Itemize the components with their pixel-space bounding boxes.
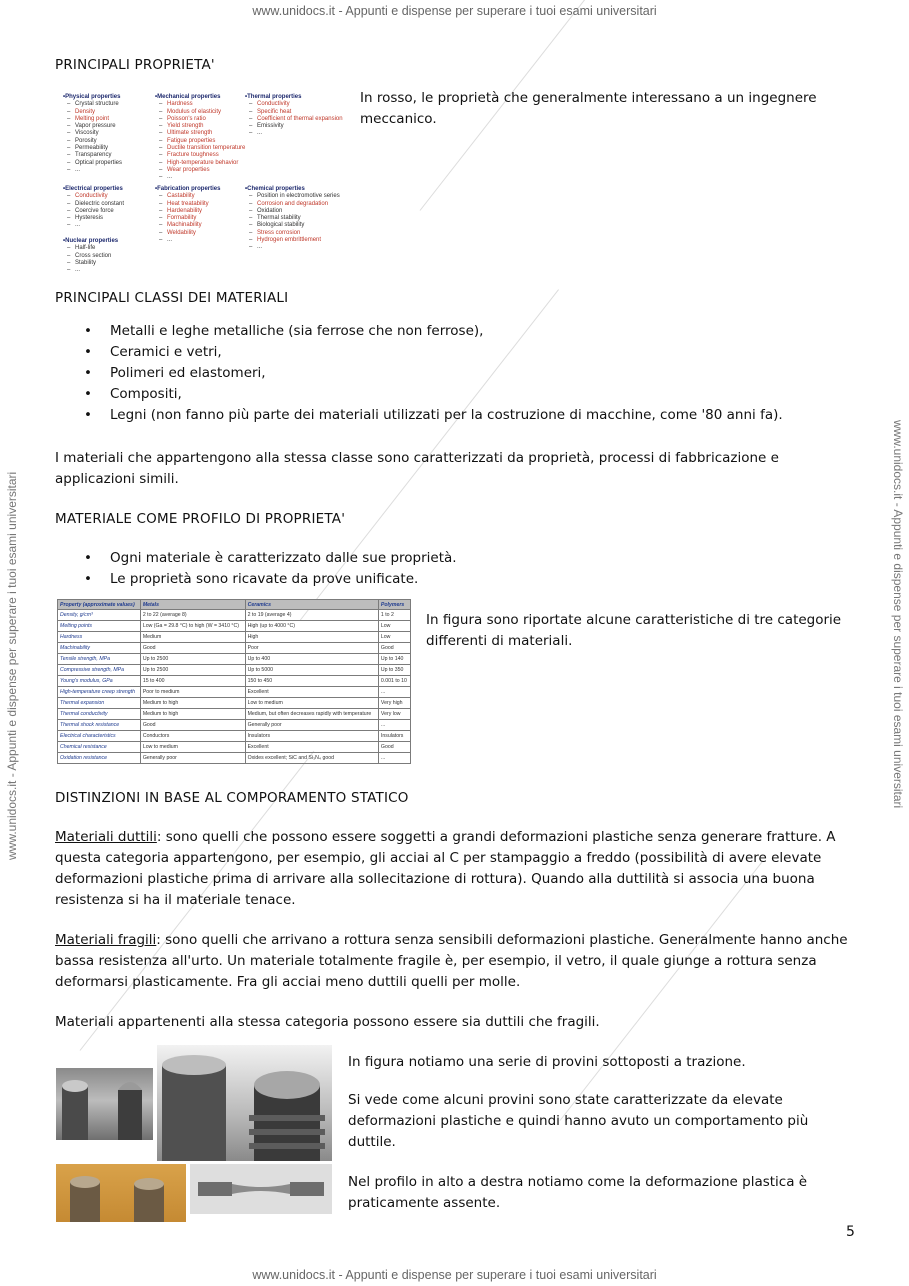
physical-properties-list xyxy=(63,94,122,174)
list-item: – Corrosion and degradation xyxy=(245,201,340,208)
list-item: – Melting point xyxy=(63,116,122,123)
list-item: – ... xyxy=(245,244,340,251)
list-item: • Metalli e leghe metalliche (sia ferrose che non ferrose), xyxy=(80,321,783,342)
list-item: – Position in electromotive series xyxy=(245,193,340,200)
table-row xyxy=(58,687,411,698)
table-cell: ... xyxy=(378,753,410,764)
list-item: • Ogni materiale è caratterizzato dalle sue proprietà. xyxy=(80,548,457,569)
table-row xyxy=(58,632,411,643)
list-item: – Ultimate strength xyxy=(155,130,245,137)
table-cell: Low to medium xyxy=(140,742,245,753)
list-item: – Dielectric constant xyxy=(63,201,124,208)
list-item: – ... xyxy=(245,130,343,137)
watermark-header: www.unidocs.it - Appunti e dispense per superare i tuoi esami universitari xyxy=(252,4,657,18)
list-item: – Ductile transition temperature xyxy=(155,145,245,152)
table-cell: Young's modulus, GPa xyxy=(58,676,141,687)
electrical-properties-list xyxy=(63,186,124,230)
table-cell: Medium xyxy=(140,632,245,643)
list-item: – Poisson's ratio xyxy=(155,116,245,123)
table-cell: Good xyxy=(140,720,245,731)
thermal-properties-list xyxy=(245,94,343,138)
fragile-paragraph xyxy=(55,930,855,993)
list-item: – Transparency xyxy=(63,152,122,159)
table-header-cell: Metals xyxy=(140,600,245,610)
photo-text-3: Nel profilo in alto a destra notiamo come la deformazione plastica è praticamente assente. xyxy=(348,1174,808,1211)
list-item: – ... xyxy=(63,267,118,274)
table-cell: High (up to 4000 °C) xyxy=(245,621,378,632)
table-cell: Oxides excellent; SiC and Si₃N₄ good xyxy=(245,753,378,764)
specimen-photo-2 xyxy=(157,1045,332,1161)
list-item: – Emissivity xyxy=(245,123,343,130)
specimen-graphic xyxy=(190,1164,332,1214)
table-row xyxy=(58,753,411,764)
list-item: – Coercive force xyxy=(63,208,124,215)
table-cell: Up to 2500 xyxy=(140,665,245,676)
table-row xyxy=(58,676,411,687)
list-item: – Permeability xyxy=(63,145,122,152)
list-item: – Formability xyxy=(155,215,220,222)
list-title: • Mechanical properties xyxy=(155,94,245,101)
list-item: – Biological stability xyxy=(245,222,340,229)
photo-text-1: In figura notiamo una serie di provini sottoposti a trazione. xyxy=(348,1054,746,1070)
list-item: – Oxidation xyxy=(245,208,340,215)
fabrication-properties-list xyxy=(155,186,220,244)
table-cell: Chemical resistance xyxy=(58,742,141,753)
table-row xyxy=(58,698,411,709)
table-cell: 1 to 2 xyxy=(378,610,410,621)
table-row xyxy=(58,731,411,742)
list-item: • Ceramici e vetri, xyxy=(80,342,783,363)
list-item: – Machinability xyxy=(155,222,220,229)
list-item: – Wear properties xyxy=(155,167,245,174)
table-cell: Thermal conductivity xyxy=(58,709,141,720)
list-item: – Vapor pressure xyxy=(63,123,122,130)
specimen-graphic xyxy=(56,1164,186,1222)
watermark-footer: www.unidocs.it - Appunti e dispense per superare i tuoi esami universitari xyxy=(252,1268,657,1282)
list-item: – ... xyxy=(63,167,122,174)
section-heading-profile: MATERIALE COME PROFILO DI PROPRIETA' xyxy=(55,511,346,527)
ductile-term: Materiali duttili xyxy=(55,829,157,845)
table-cell: High xyxy=(245,632,378,643)
table-cell: Low (Ga = 29.8 °C) to high (W = 3410 °C) xyxy=(140,621,245,632)
table-cell: Poor to medium xyxy=(140,687,245,698)
list-title: • Thermal properties xyxy=(245,94,343,101)
table-row xyxy=(58,742,411,753)
table-row xyxy=(58,654,411,665)
table-cell: 15 to 400 xyxy=(140,676,245,687)
table-cell: 2 to 19 (average 4) xyxy=(245,610,378,621)
list-item: – Crystal structure xyxy=(63,101,122,108)
table-cell: Generally poor xyxy=(140,753,245,764)
table-header-cell: Property (approximate values) xyxy=(58,600,141,610)
list-item: – Optical properties xyxy=(63,160,122,167)
table-cell: Poor xyxy=(245,643,378,654)
list-item: – Hardness xyxy=(155,101,245,108)
list-title: • Electrical properties xyxy=(63,186,124,193)
table-header-cell: Ceramics xyxy=(245,600,378,610)
chemical-properties-list xyxy=(245,186,340,252)
table-header-cell: Polymers xyxy=(378,600,410,610)
list-item: – ... xyxy=(155,174,245,181)
table-row xyxy=(58,709,411,720)
photo-text-2: Si vede come alcuni provini sono state caratterizzate da elevate deformazioni plastiche e quindi hanno avuto un comportamento più duttile. xyxy=(348,1092,809,1150)
list-item: – Hydrogen embrittlement xyxy=(245,237,340,244)
list-item: – ... xyxy=(63,222,124,229)
table-cell: Melting points xyxy=(58,621,141,632)
list-item: • Le proprietà sono ricavate da prove unificate. xyxy=(80,569,457,590)
classes-list xyxy=(80,321,783,426)
fragile-text: : sono quelli che arrivano a rottura senza sensibili deformazioni plastiche. Generalmente hanno anche bassa resistenza all'urto. Un materiale totalmente fragile è, per esempio, il vetro, il quale giunge a rottura senza deformarsi plasticamente. Fra gli acciai meno duttili quelli per molle. xyxy=(55,932,848,990)
list-item: • Compositi, xyxy=(80,384,783,405)
table-cell: Thermal expansion xyxy=(58,698,141,709)
section-heading-classes: PRINCIPALI CLASSI DEI MATERIALI xyxy=(55,290,289,306)
table-cell: Up to 350 xyxy=(378,665,410,676)
list-item: – Conductivity xyxy=(63,193,124,200)
watermark-side-right: www.unidocs.it - Appunti e dispense per superare i tuoi esami universitari xyxy=(891,420,905,809)
list-item: – High-temperature behavior xyxy=(155,160,245,167)
table-cell: ... xyxy=(378,720,410,731)
specimen-graphic xyxy=(157,1045,332,1161)
table-cell: 150 to 450 xyxy=(245,676,378,687)
table-cell: Density, g/cm³ xyxy=(58,610,141,621)
table-cell: Low to medium xyxy=(245,698,378,709)
list-item: – Heat treatability xyxy=(155,201,220,208)
table-cell: Excellent xyxy=(245,687,378,698)
list-title: • Nuclear properties xyxy=(63,238,118,245)
profile-list xyxy=(80,548,457,590)
list-item: – ... xyxy=(155,237,220,244)
list-title: • Fabrication properties xyxy=(155,186,220,193)
list-item: – Castability xyxy=(155,193,220,200)
list-item: – Stability xyxy=(63,260,118,267)
table-cell: Oxidation resistance xyxy=(58,753,141,764)
table-cell: Up to 5000 xyxy=(245,665,378,676)
table-cell: Machinability xyxy=(58,643,141,654)
table-header-row xyxy=(58,600,411,610)
list-item: – Density xyxy=(63,109,122,116)
nuclear-properties-list xyxy=(63,238,118,274)
list-item: – Cross section xyxy=(63,253,118,260)
table-cell: Up to 2500 xyxy=(140,654,245,665)
list-item: – Weldability xyxy=(155,230,220,237)
table-row xyxy=(58,621,411,632)
specimen-photo-4 xyxy=(190,1164,332,1214)
list-item: – Stress corrosion xyxy=(245,230,340,237)
table-cell: Medium to high xyxy=(140,709,245,720)
table-cell: Excellent xyxy=(245,742,378,753)
list-title: • Chemical properties xyxy=(245,186,340,193)
table-cell: Conductors xyxy=(140,731,245,742)
list-item: • Polimeri ed elastomeri, xyxy=(80,363,783,384)
table-cell: Medium to high xyxy=(140,698,245,709)
list-item: – Porosity xyxy=(63,138,122,145)
table-cell: Thermal shock resistance xyxy=(58,720,141,731)
section-heading-properties: PRINCIPALI PROPRIETA' xyxy=(55,57,215,73)
table-cell: Low xyxy=(378,632,410,643)
list-item: – Half-life xyxy=(63,245,118,252)
table-note: In figura sono riportate alcune caratteristiche di tre categorie differenti di materiali. xyxy=(426,612,842,649)
table-cell: Hardness xyxy=(58,632,141,643)
mechanical-properties-list xyxy=(155,94,245,182)
list-item: – Modulus of elasticity xyxy=(155,109,245,116)
ductile-text: : sono quelli che possono essere soggetti a grandi deformazioni plastiche senza generare fratture. A questa categoria appartengono, per esempio, gli acciai al C per stampaggio a freddo (possibilità di avere elevate deformazioni plastiche prima di arrivare alla sollecitazione di rottura). Quando alla duttilità si associa una buona resistenza si ha il materiale tenace. xyxy=(55,829,836,908)
list-item: – Coefficient of thermal expansion xyxy=(245,116,343,123)
table-row xyxy=(58,665,411,676)
list-item: • Legni (non fanno più parte dei materiali utilizzati per la costruzione di macchine, come '80 anni fa). xyxy=(80,405,783,426)
list-item: – Fatigue properties xyxy=(155,138,245,145)
properties-figure xyxy=(57,88,347,278)
table-cell: Good xyxy=(140,643,245,654)
list-item: – Fracture toughness xyxy=(155,152,245,159)
list-item: – Thermal stability xyxy=(245,215,340,222)
closing-paragraph: Materiali appartenenti alla stessa categoria possono essere sia duttili che fragili. xyxy=(55,1014,600,1030)
list-title: • Physical properties xyxy=(63,94,122,101)
table-cell: Compressive strength, MPa xyxy=(58,665,141,676)
table-cell: Very low xyxy=(378,709,410,720)
table-cell: 2 to 22 (average 8) xyxy=(140,610,245,621)
list-item: – Hysteresis xyxy=(63,215,124,222)
table-cell: Up to 400 xyxy=(245,654,378,665)
list-item: – Specific heat xyxy=(245,109,343,116)
list-item: – Conductivity xyxy=(245,101,343,108)
specimen-photo-3 xyxy=(56,1164,186,1222)
table-cell: Low xyxy=(378,621,410,632)
watermark-side-left: www.unidocs.it - Appunti e dispense per superare i tuoi esami universitari xyxy=(5,471,19,860)
list-item: – Yield strength xyxy=(155,123,245,130)
table-cell: Good xyxy=(378,643,410,654)
table-row xyxy=(58,720,411,731)
table-cell: Up to 140 xyxy=(378,654,410,665)
table-cell: Insulators xyxy=(378,731,410,742)
properties-note: In rosso, le proprietà che generalmente interessano a un ingegnere meccanico. xyxy=(360,90,817,127)
list-item: – Hardenability xyxy=(155,208,220,215)
specimen-graphic xyxy=(56,1068,153,1140)
table-cell: Tensile strength, MPa xyxy=(58,654,141,665)
table-row xyxy=(58,610,411,621)
table-cell: Generally poor xyxy=(245,720,378,731)
table-cell: Very high xyxy=(378,698,410,709)
table-cell: High-temperature creep strength xyxy=(58,687,141,698)
table-cell: Medium, but often decreases rapidly with temperature xyxy=(245,709,378,720)
classes-paragraph: I materiali che appartengono alla stessa classe sono caratterizzati da proprietà, processi di fabbricazione e applicazioni simili. xyxy=(55,450,779,487)
table-cell: ... xyxy=(378,687,410,698)
ductile-paragraph xyxy=(55,827,855,911)
list-item: – Viscosity xyxy=(63,130,122,137)
table-cell: Good xyxy=(378,742,410,753)
fragile-term: Materiali fragili xyxy=(55,932,157,948)
table-cell: Insulators xyxy=(245,731,378,742)
page-number: 5 xyxy=(846,1224,855,1240)
table-row xyxy=(58,643,411,654)
table-cell: Electrical characteristics xyxy=(58,731,141,742)
section-heading-static-behavior: DISTINZIONI IN BASE AL COMPORAMENTO STATICO xyxy=(55,790,409,806)
table-cell: 0.001 to 10 xyxy=(378,676,410,687)
specimen-photo-1 xyxy=(56,1068,153,1140)
materials-comparison-table xyxy=(57,599,411,764)
